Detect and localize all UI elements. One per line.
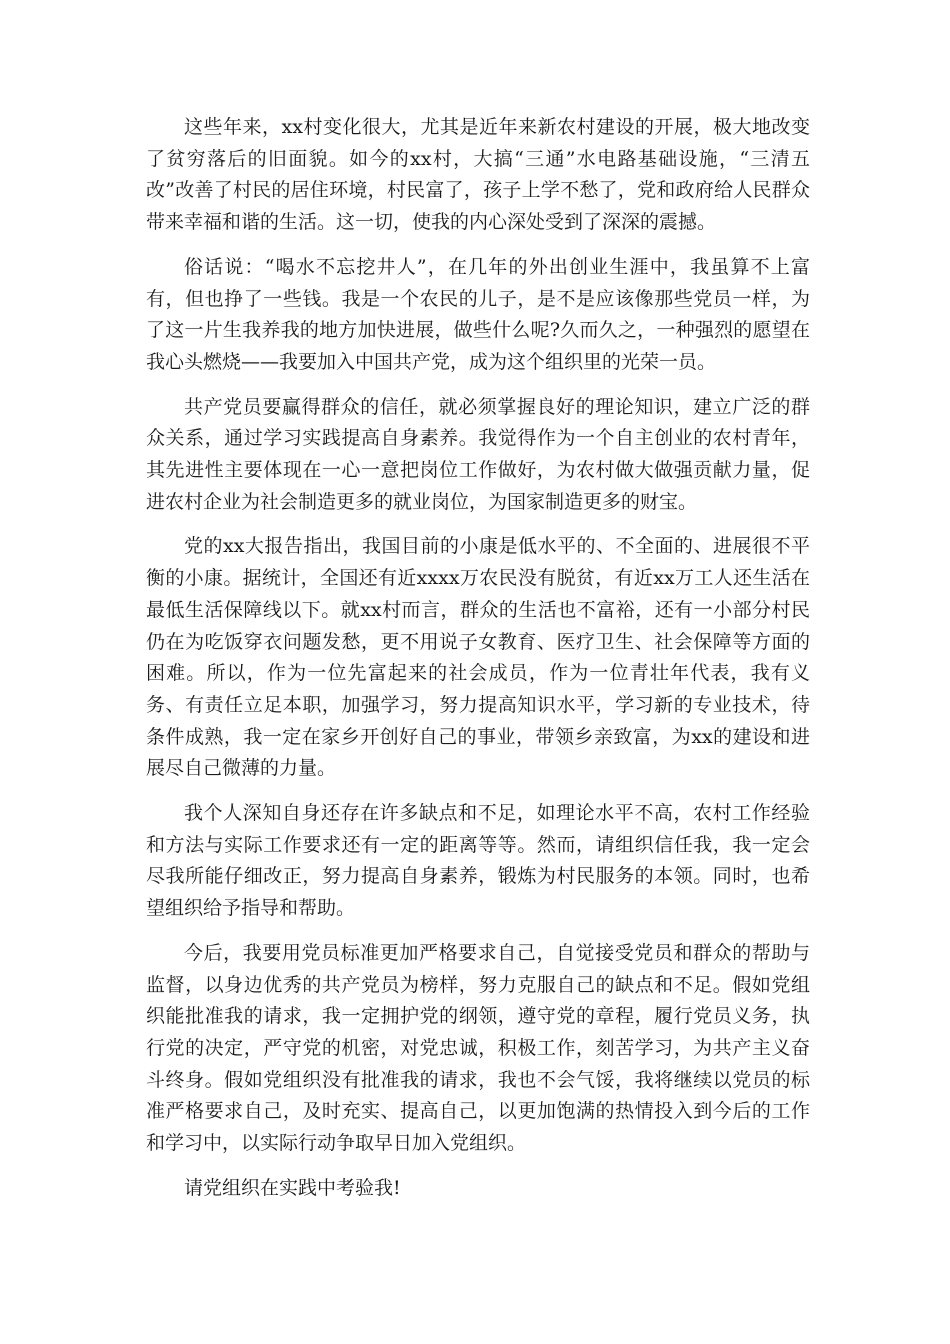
document-body: [146, 112, 810, 1205]
paragraph-5: 我个人深知自身还存在许多缺点和不足，如理论水平不高，农村工作经验和方法与实际工作要求还有一定的距离等等。然而，请组织信任我，我一定会尽我所能仔细改正，努力提高自身素养，锻炼为村民服务的本领。同时，也希望组织给予指导和帮助。: [146, 802, 810, 920]
paragraph-7: 请党组织在实践中考验我!: [184, 1176, 401, 1199]
paragraph-6: 今后，我要用党员标准更加严格要求自己，自觉接受党员和群众的帮助与监督，以身边优秀的共产党员为榜样，努力克服自己的缺点和不足。假如党组织能批准我的请求，我一定拥护党的纲领，遵守党的章程，履行党员义务，执行党的决定，严守党的机密，对党忠诚，积极工作，刻苦学习，为共产主义奋斗终身。假如党组织没有批准我的请求，我也不会气馁，我将继续以党员的标准严格要求自己，及时充实、提高自己，以更加饱满的热情投入到今后的工作和学习中，以实际行动争取早日加入党组织。: [146, 941, 810, 1155]
paragraph-1: 这些年来，xx村变化很大，尤其是近年来新农村建设的开展，极大地改变了贫穷落后的旧面貌。如今的xx村，大搞“三通”水电路基础设施，“三清五改”改善了村民的居住环境，村民富了，孩子上学不愁了，党和政府给人民群众带来幸福和谐的生活。这一切，使我的内心深处受到了深深的震撼。: [146, 116, 810, 234]
paragraph-3: 共产党员要赢得群众的信任，就必须掌握良好的理论知识，建立广泛的群众关系，通过学习实践提高自身素养。我觉得作为一个自主创业的农村青年，其先进性主要体现在一心一意把岗位工作做好，为农村做大做强贡献力量，促进农村企业为社会制造更多的就业岗位，为国家制造更多的财宝。: [146, 395, 810, 513]
paragraph-2: 俗话说：“喝水不忘挖井人”，在几年的外出创业生涯中，我虽算不上富有，但也挣了一些钱。我是一个农民的儿子，是不是应该像那些党员一样，为了这一片生我养我的地方加快进展，做些什么呢?久而久之，一种强烈的愿望在我心头燃烧——我要加入中国共产党，成为这个组织里的光荣一员。: [146, 255, 810, 373]
paragraph-4: 党的xx大报告指出，我国目前的小康是低水平的、不全面的、进展很不平衡的小康。据统计，全国还有近xxxx万农民没有脱贫，有近xx万工人还生活在最低生活保障线以下。就xx村而言，群众的生活也不富裕，还有一小部分村民仍在为吃饭穿衣问题发愁，更不用说子女教育、医疗卫生、社会保障等方面的困难。所以，作为一位先富起来的社会成员，作为一位青壮年代表，我有义务、有责任立足本职，加强学习，努力提高知识水平，学习新的专业技术，待条件成熟，我一定在家乡开创好自己的事业，带领乡亲致富，为xx的建设和进展尽自己微薄的力量。: [146, 535, 810, 780]
